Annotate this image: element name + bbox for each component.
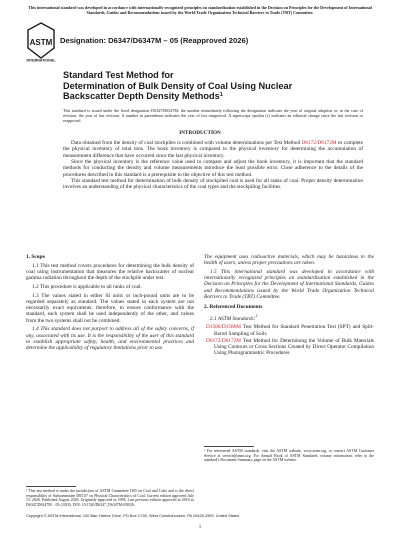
copyright: Copyright © ASTM International, 100 Barr Harbor Drive, PO Box C700, West Conshohocken, PA 19428-2959. United States [26,513,240,518]
page-title [63,70,363,102]
astm-standards-label: 2.1 ASTM Standards: [210,315,256,322]
intro-d6172-link[interactable]: D6172/D6172M [301,140,337,146]
title-line-3 [63,91,363,102]
intro-p1-text-b: to complete the physical inventory of total tons. The book inventory is compared to the physical inventory for determining the accumulation of measurement difference that have occurred since the last physical inventory. [63,140,364,159]
d6172-title: Test Method for Determining the Volume of Bulk Materials Using Contours or Cross Sections Created by Direct Operator Compilation Using Photogrammetric Procedures [214,337,374,357]
section-1-1: 1.1 This test method covers procedures for determining the bulk density of coal using instrumentation that measures the relative backscatter of nuclear gamma radiation throughout the depth of the stockpile under test. [26,262,194,282]
title-line-2: Determination of Bulk Density of Coal Using Nuclear [63,80,293,91]
svg-text:INTERNATIONAL: INTERNATIONAL [26,58,56,62]
title-line-1: Standard Test Method for [63,70,174,80]
intro-p1-text-a: Data obtained from the density of coal stockpiles is combined with volume determinations per Test Method [71,140,302,146]
reference-d1586 [204,324,374,336]
intro-paragraph-3: This standard test method for determination of bulk density of stockpiled coal is used for all ranks of coal. Proper density determination involves an understanding of the physical characteristics of the coal types and the stockpiling facilities. [63,178,363,191]
footnote-2: ² For referenced ASTM standards, visit the ASTM website, www.astm.org, or contact ASTM Customer Service at service@astm.org. For Annual Book of ASTM Standards volume information, refer to the standard's Document Summary page on the ASTM website. [204,449,374,463]
footnote-1: ¹ This test method is under the jurisdiction of ASTM Committee D05 on Coal and Coke and is the direct responsibility of Subcommittee D05.07 on Physical Characteristics of Coal. Current edition approved July 15, 2026. Published August 2026. Originally approved in 1998. Last previous edition approved in 2018 as D6347/D6347M – 05 (2018). DOI: 10.1520/D6347_D6347M-05R26. [26,489,194,507]
section-1-4-continued: The equipment uses radioactive materials, which may be hazardous to the health of users, unless proper precautions are taken. [204,254,374,267]
footnote-rule-left [26,486,76,487]
intro-paragraph-1 [63,140,363,159]
footnote-rule-right [204,446,254,447]
astm-standards-subheading [204,313,374,322]
page-number: 1 [198,525,202,530]
footnote-2-mark[interactable]: 2 [255,313,258,318]
referenced-documents-heading: 2. Referenced Documents [204,304,263,311]
section-1-2: 1.2 This procedure is applicable to all ranks of coal. [32,284,142,290]
scope-heading: 1. Scope [26,254,45,260]
d6172-link[interactable]: D6172/D6172M [206,337,242,344]
title-footnote-mark[interactable]: 1 [219,92,223,99]
introduction-heading: INTRODUCTION [179,130,221,136]
d1586-link[interactable]: D1586/D1586M [206,324,242,331]
designation: Designation: D6347/D6347M – 05 (Reapproved 2026) [60,36,249,45]
section-1-4: 1.4 This standard does not purport to address all of the safety concerns, if any, associated with its use. It is the responsibility of the user of this standard to establish appropriate safety, health, and environmental practices and determine the applicability of regulatory limitations prior to use. [26,326,194,352]
standard-note: This standard is issued under the fixed designation D6347/D6347M; the number immediately following the designation indicates the year of original adoption or, in the case of revision, the year of last revision. A number in parentheses indicates the year of last reapproval. A superscript epsilon (ε) indicates an editorial change since the last revision or reapproval. [63,108,363,123]
svg-text:ASTM: ASTM [29,38,53,47]
section-1-5: 1.5 This international standard was developed in accordance with internationally recognized principles on standardization established in the Decision on Principles for the Development of International Standards, Guides and Recommendations issued by the World Trade Organization Technical Barriers to Trade (TBT) Committee. [204,269,374,300]
introduction [63,140,363,191]
astm-logo [26,22,56,62]
tbt-notice: This international standard was developed in accordance with internationally recognized principles on standardization established in the Decision on Principles for the Development of International Standards, Guides and Recommendations issued by the World Trade Organization Technical Barriers to Trade (TBT) Committee. [28,5,372,15]
intro-paragraph-2: Since the physical inventory is the reference value used to compare and adjust the book inventory, it is important that the standard methods for conducting the density and volume measurements introduce the least possible error. Close adherence to the details of the procedures described in this standard is a prerequisite to the objective of this test method. [63,159,363,178]
left-column [26,254,194,354]
right-column [204,254,374,358]
reference-d6172 [204,338,374,357]
section-1-3: 1.3 The values stated in either SI units or inch-pound units are to be regarded separately as standard. The values stated in each system are not necessarily exact equivalents; therefore, to ensure conformance with the standard, each system shall be used independently of the other, and values from the two systems shall not be combined. [26,292,194,324]
d1586-title: Test Method for Standard Penetration Test (SPT) and Split-Barrel Sampling of Soils [214,324,374,337]
title-line-3-text: Backscatter Depth Density Methods [63,91,220,102]
